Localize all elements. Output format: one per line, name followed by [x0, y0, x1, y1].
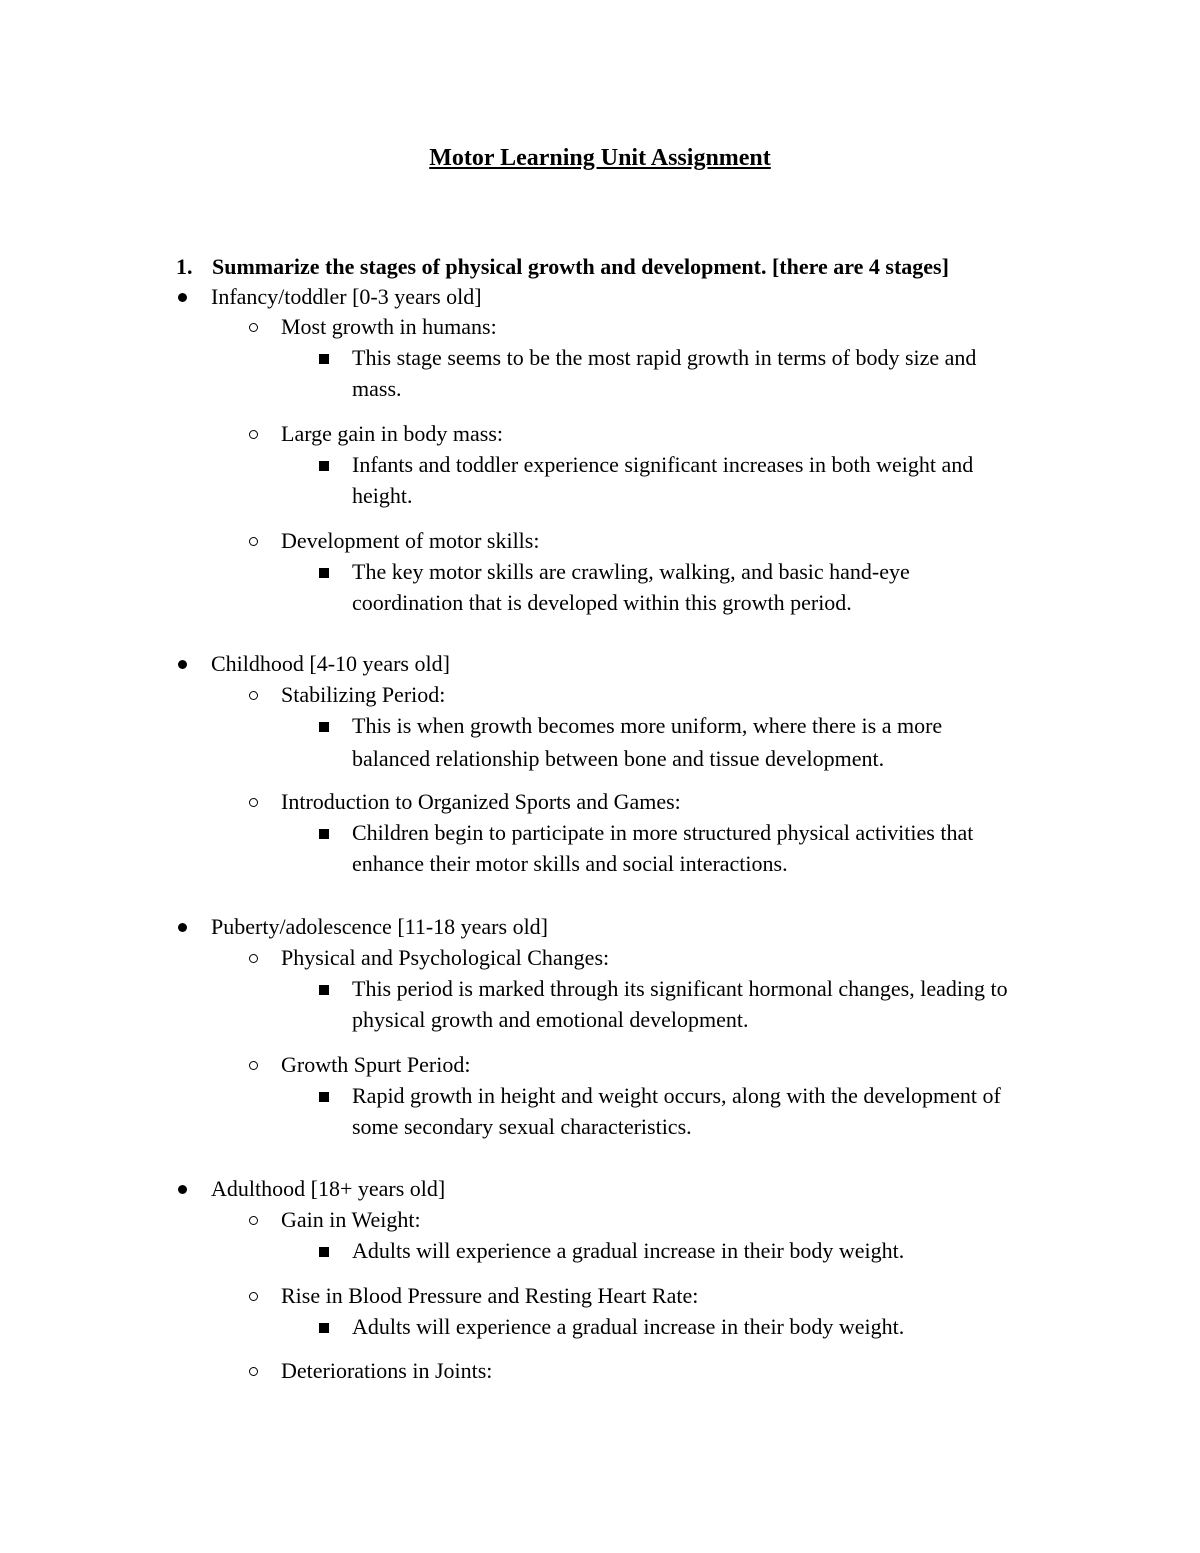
point-heading: Rise in Blood Pressure and Resting Heart Rate: [281, 1283, 699, 1308]
bullet-square-icon [319, 1323, 329, 1333]
stage-label: Infancy/toddler [0-3 years old] [211, 284, 482, 309]
point-detail: This is when growth becomes more uniform, where there is a more [352, 713, 943, 738]
point-heading: Large gain in body mass: [281, 421, 503, 446]
point-heading: Development of motor skills: [281, 528, 540, 553]
point-heading: Stabilizing Period: [281, 682, 446, 707]
point-detail: Infants and toddler experience significant increases in both weight and [352, 452, 974, 477]
point-detail: This period is marked through its significant hormonal changes, leading to [352, 976, 1008, 1001]
point-heading: Growth Spurt Period: [281, 1052, 471, 1077]
bullet-dot-icon [178, 293, 187, 302]
bullet-circle-icon [249, 323, 258, 332]
bullet-circle-icon [249, 1292, 258, 1301]
bullet-square-icon [319, 985, 329, 995]
question-text: Summarize the stages of physical growth and development. [there are 4 stages] [212, 254, 949, 279]
question-1 [176, 252, 949, 282]
bullet-circle-icon [249, 954, 258, 963]
bullet-circle-icon [249, 691, 258, 700]
point-detail: some secondary sexual characteristics. [352, 1114, 692, 1139]
bullet-circle-icon [249, 1061, 258, 1070]
point-detail: height. [352, 483, 413, 508]
question-number: 1. [176, 254, 193, 279]
document-title: Motor Learning Unit Assignment [429, 145, 771, 171]
point-detail: balanced relationship between bone and tissue development. [352, 746, 885, 771]
bullet-square-icon [319, 461, 329, 471]
point-detail: physical growth and emotional development. [352, 1007, 749, 1032]
point-detail: Adults will experience a gradual increase in their body weight. [352, 1238, 905, 1263]
point-heading: Most growth in humans: [281, 314, 497, 339]
point-detail: This stage seems to be the most rapid growth in terms of body size and [352, 345, 977, 370]
bullet-circle-icon [249, 537, 258, 546]
point-detail: mass. [352, 376, 402, 401]
point-detail: Children begin to participate in more structured physical activities that [352, 820, 974, 845]
point-detail: enhance their motor skills and social interactions. [352, 851, 788, 876]
stage-label: Adulthood [18+ years old] [211, 1176, 446, 1201]
point-heading: Gain in Weight: [281, 1207, 421, 1232]
bullet-square-icon [319, 1247, 329, 1257]
bullet-square-icon [319, 829, 329, 839]
point-detail: Rapid growth in height and weight occurs, along with the development of [352, 1083, 1001, 1108]
bullet-circle-icon [249, 430, 258, 439]
bullet-circle-icon [249, 1216, 258, 1225]
stage-label: Childhood [4-10 years old] [211, 651, 450, 676]
bullet-dot-icon [178, 1185, 187, 1194]
point-heading: Introduction to Organized Sports and Games: [281, 789, 681, 814]
stage-label: Puberty/adolescence [11-18 years old] [211, 914, 549, 939]
bullet-dot-icon [178, 923, 187, 932]
point-heading: Deteriorations in Joints: [281, 1358, 493, 1383]
bullet-circle-icon [249, 798, 258, 807]
point-detail: The key motor skills are crawling, walking, and basic hand-eye [352, 559, 910, 584]
bullet-square-icon [319, 722, 329, 732]
point-detail: coordination that is developed within this growth period. [352, 590, 852, 615]
bullet-circle-icon [249, 1367, 258, 1376]
bullet-dot-icon [178, 660, 187, 669]
bullet-square-icon [319, 1092, 329, 1102]
bullet-square-icon [319, 354, 329, 364]
point-heading: Physical and Psychological Changes: [281, 945, 610, 970]
point-detail: Adults will experience a gradual increase in their body weight. [352, 1314, 905, 1339]
bullet-square-icon [319, 568, 329, 578]
